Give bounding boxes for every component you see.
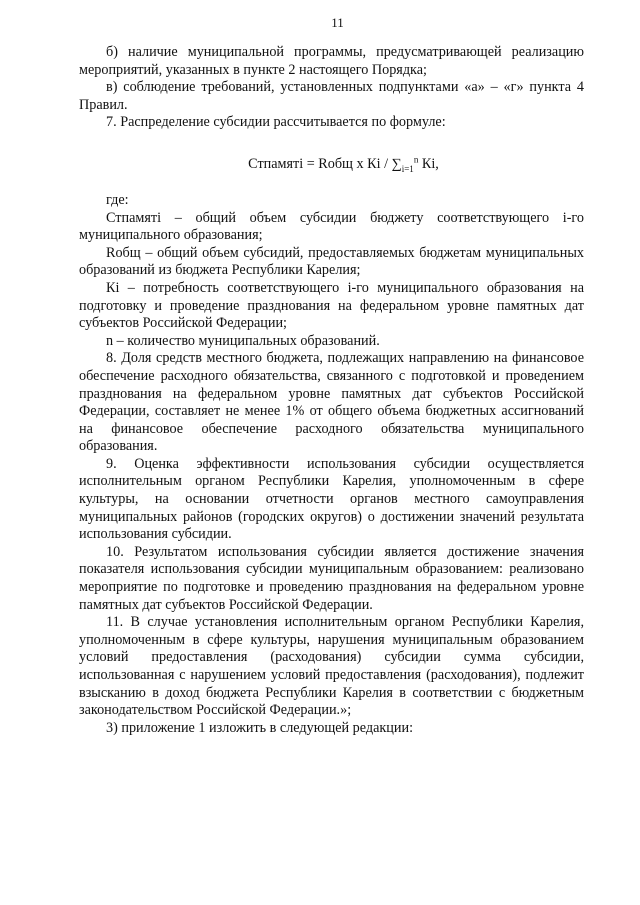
page-content: [79, 14, 584, 737]
paragraph-item-7: 7. Распределение субсидии рассчитывается по формуле:: [106, 114, 446, 131]
paragraph-item-3: 3) приложение 1 изложить в следующей редакции:: [106, 719, 414, 736]
paragraph-item-11: 11. В случае установления исполнительным органом Республики Карелия, уполномоченным в сфере культуры, нарушения муниципальным образованием условий предоставления (расходования) субсидии сумма субсидии, использованная с нарушением условий предоставления (расходования), подлежит взысканию в доход бюджета Республики Карелия в соответствии с бюджетным законодательством Российской Федерации.»;: [79, 614, 584, 719]
page-number: 11: [331, 15, 344, 30]
formula-sub: i=1: [401, 163, 414, 174]
paragraph-item-8: 8. Доля средств местного бюджета, подлежащих направлению на финансовое обеспечение расходного обязательства, связанного с подготовкой и проведением празднования на федеральном уровне памятных дат субъектов Российской Федерации, составляет не менее 1% от общего объема бюджетных ассигнований на финансовое обеспечение расходного обязательства муниципального образования.: [79, 350, 584, 455]
formula: [79, 155, 584, 173]
definition-ki: Кі – потребность соответствующего i-го муниципального образования на подготовку и проведение празднования на федеральном уровне памятных дат субъектов Российской Федерации;: [79, 279, 584, 332]
paragraph-item-10: 10. Результатом использования субсидии является достижение значения показателя использования субсидии муниципальным образованием: реализовано мероприятие по подготовке и проведению празднования на федеральном уровне памятных дат субъектов Российской Федерации.: [79, 543, 584, 613]
paragraph-where: где:: [106, 191, 129, 208]
definition-stpamyati: Стпамяті – общий объем субсидии бюджету соответствующего i-го муниципального образования;: [79, 209, 584, 244]
paragraph-item-9: 9. Оценка эффективности использования субсидии осуществляется исполнительным органом Республики Карелия, уполномоченным в сфере культуры, на основании отчетности органов местного самоуправления муниципальных районов (городских округов) о достижении значений результата использования субсидии.: [79, 455, 584, 543]
paragraph-v: в) соблюдение требований, установленных подпунктами «а» – «г» пункта 4 Правил.: [79, 79, 584, 113]
formula-sup: n: [413, 154, 419, 165]
formula-right: Кі,: [418, 155, 439, 172]
paragraph-b: б) наличие муниципальной программы, предусматривающей реализацию мероприятий, указанных в пункте 2 настоящего Порядка;: [79, 44, 584, 78]
definition-n: n – количество муниципальных образований.: [106, 332, 380, 349]
formula-left: Стпамяті = Rобщ х Кі / ∑: [248, 155, 402, 172]
definition-robsch: Rобщ – общий объем субсидий, предоставляемых бюджетам муниципальных образований из бюджета Республики Карелия;: [79, 244, 584, 279]
